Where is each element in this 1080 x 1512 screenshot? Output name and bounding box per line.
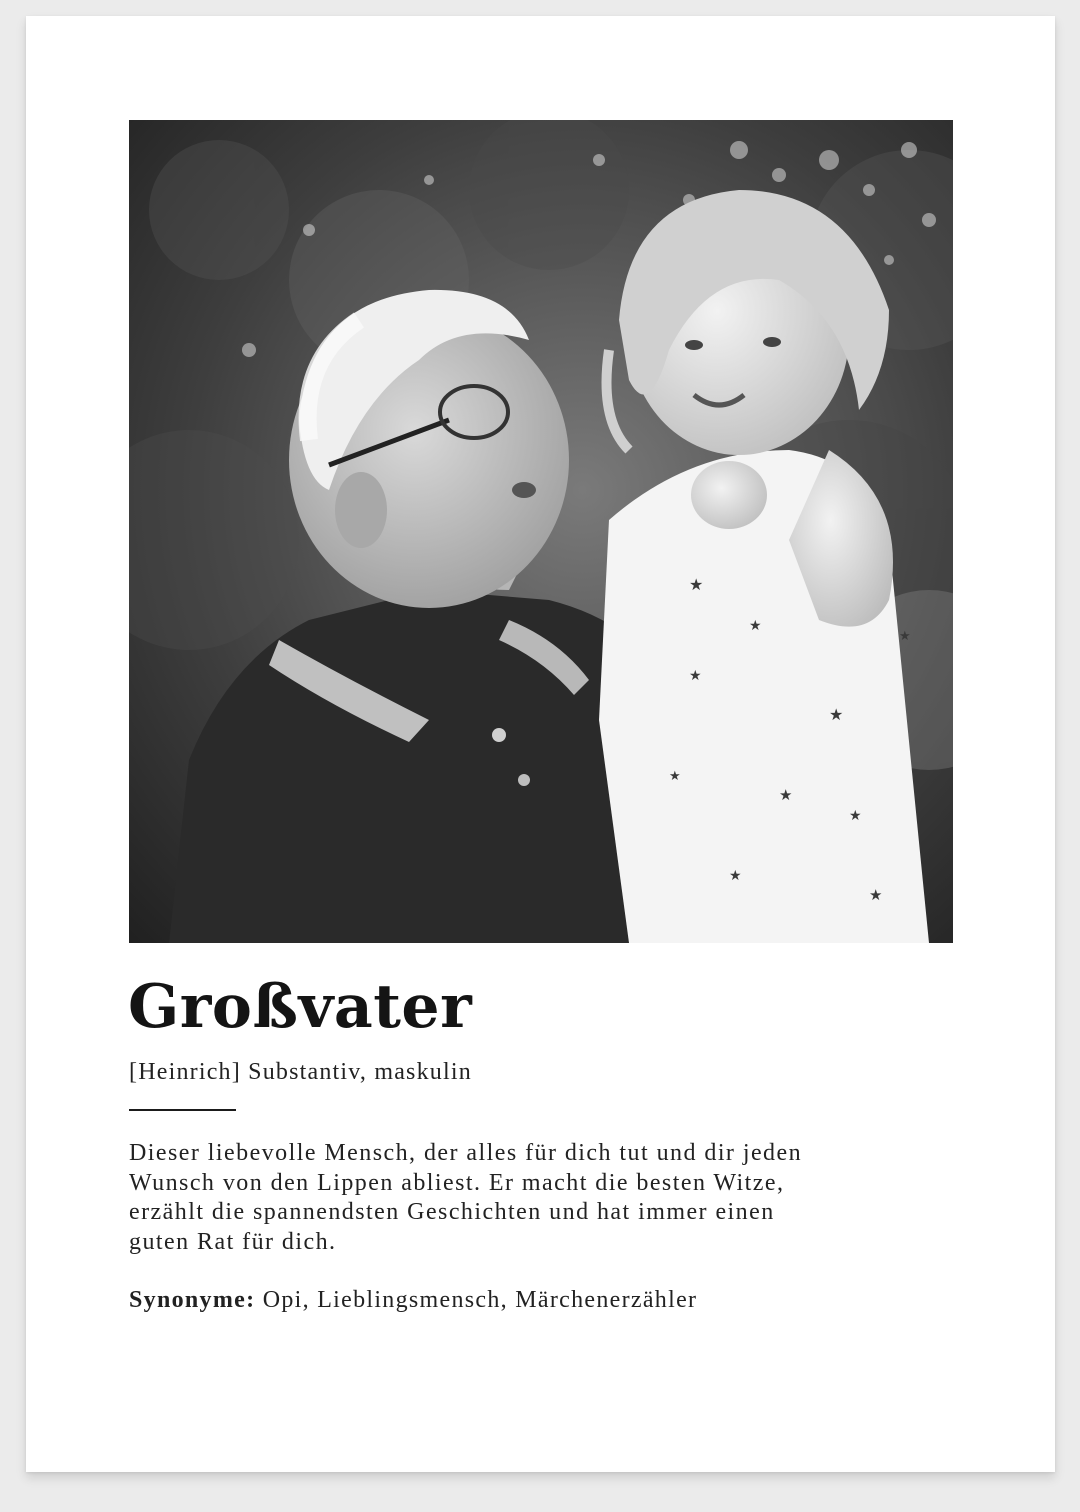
definition-line: Wunsch von den Lippen abliest. Er macht die besten Witze,: [129, 1169, 785, 1196]
definition-text: [129, 1139, 929, 1257]
grandfather-granddaughter-photo: [129, 120, 953, 943]
svg-text:★: ★: [669, 769, 681, 784]
svg-text:★: ★: [749, 618, 762, 634]
divider-line: [129, 1109, 236, 1111]
svg-text:★: ★: [729, 868, 742, 884]
synonyms-label: Synonyme:: [129, 1287, 256, 1313]
word-class-subtitle: [Heinrich] Substantiv, maskulin: [129, 1059, 472, 1085]
poster-title: Großvater: [128, 972, 473, 1042]
definition-line: Dieser liebevolle Mensch, der alles für dich tut und dir jeden: [129, 1140, 803, 1166]
synonyms-value: Opi, Lieblingsmensch, Märchenerzähler: [255, 1287, 698, 1313]
definition-line: erzählt die spannendsten Geschichten und hat immer einen: [129, 1199, 775, 1225]
definition-line: guten Rat für dich.: [129, 1228, 337, 1255]
svg-text:★: ★: [689, 575, 704, 594]
svg-text:★: ★: [869, 886, 883, 904]
svg-text:★: ★: [779, 786, 793, 804]
synonyms: [129, 1287, 697, 1314]
svg-text:★: ★: [829, 705, 844, 724]
svg-text:★: ★: [899, 629, 911, 644]
svg-text:★: ★: [849, 808, 862, 824]
svg-text:★: ★: [689, 668, 702, 684]
poster: [26, 16, 1055, 1472]
